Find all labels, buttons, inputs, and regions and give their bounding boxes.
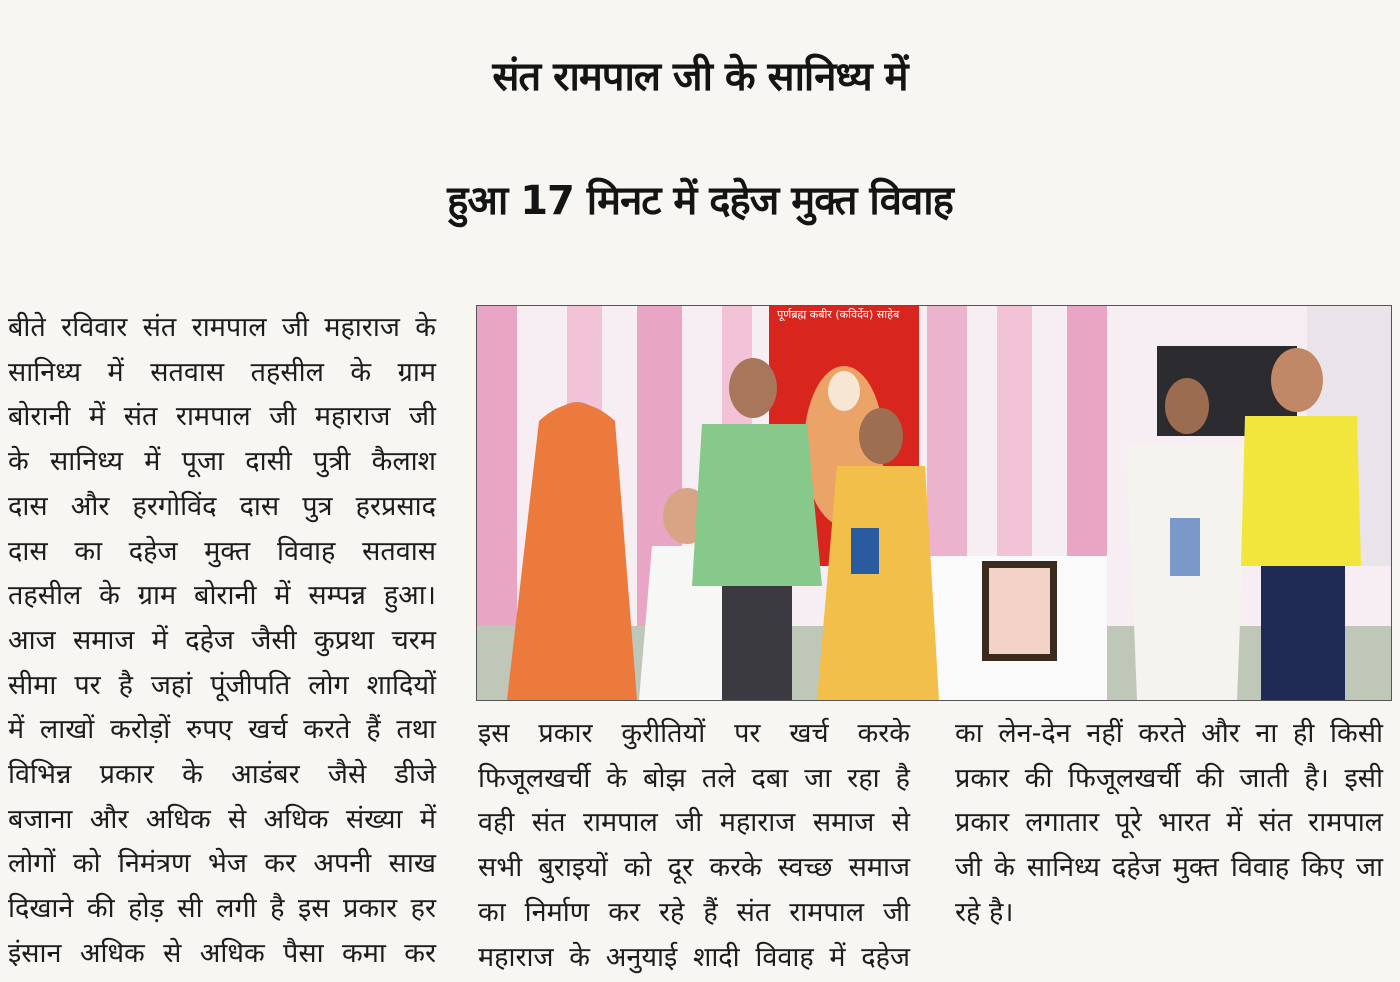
article-column-3: [955, 712, 1383, 936]
article-line: फिजूलखर्ची के बोझ तले दबा जा रहा है: [478, 762, 910, 794]
article-line: वही संत रामपाल जी महाराज समाज से: [478, 807, 910, 839]
article-line: सीमा पर है जहां पूंजीपति लोग शादियों: [8, 669, 436, 701]
article-line: के सानिध्य में पूजा दासी पुत्री कैलाश: [8, 446, 436, 478]
article-line: बजाना और अधिक से अधिक संख्या में: [8, 803, 436, 835]
article-line: लोगों को निमंत्रण भेज कर अपनी साख: [8, 848, 436, 880]
article-line: दिखाने की होड़ सी लगी है इस प्रकार हर: [8, 893, 436, 925]
headline-line-1: संत रामपाल जी के सानिध्य में: [492, 54, 908, 100]
article-line: विभिन्न प्रकार के आडंबर जैसे डीजे: [8, 759, 436, 791]
article-line: सानिध्य में सतवास तहसील के ग्राम: [8, 356, 436, 388]
book-held: [1170, 518, 1200, 576]
article-line: इस प्रकार कुरीतियों पर खर्च करके: [478, 718, 910, 749]
article-line: महाराज के अनुयाई शादी विवाह में दहेज: [478, 941, 910, 973]
article-line: आज समाज में दहेज जैसी कुप्रथा चरम: [8, 624, 436, 656]
article-line: सभी बुराइयों को दूर करके स्वच्छ समाज: [478, 852, 910, 884]
article-line: जी के सानिध्य दहेज मुक्त विवाह किए जा: [955, 852, 1383, 884]
article-line: बीते रविवार संत रामपाल जी महाराज के: [8, 312, 436, 343]
article-line: का लेन-देन नहीं करते और ना ही किसी: [955, 718, 1383, 749]
article-line: प्रकार की फिजूलखर्ची की जाती है। इसी: [955, 762, 1383, 794]
book-held: [851, 528, 879, 574]
article-line: रहे है।: [955, 896, 1014, 928]
article-line: दास और हरगोविंद दास पुत्र हरप्रसाद: [8, 490, 436, 522]
banner-caption: पूर्णब्रह्म कबीर (कविर्देव) साहेब: [777, 308, 900, 321]
article-line: का निर्माण कर रहे हैं संत रामपाल जी: [478, 896, 910, 928]
article-line: बोरानी में संत रामपाल जी महाराज जी: [8, 401, 436, 433]
headline-line-2: हुआ 17 मिनट में दहेज मुक्त विवाह: [447, 178, 953, 224]
article-line: में लाखों करोड़ों रुपए खर्च करते हैं तथा: [8, 714, 436, 746]
article-line: दास का दहेज मुक्त विवाह सतवास: [8, 535, 436, 567]
article-column-1: [8, 306, 436, 977]
article-column-2: [478, 712, 910, 980]
article-line: प्रकार लगातार पूरे भारत में संत रामपाल: [955, 807, 1383, 839]
wedding-photo: [476, 305, 1392, 701]
article-line: इंसान अधिक से अधिक पैसा कमा कर: [8, 937, 436, 969]
article-line: तहसील के ग्राम बोरानी में सम्पन्न हुआ।: [8, 580, 436, 612]
